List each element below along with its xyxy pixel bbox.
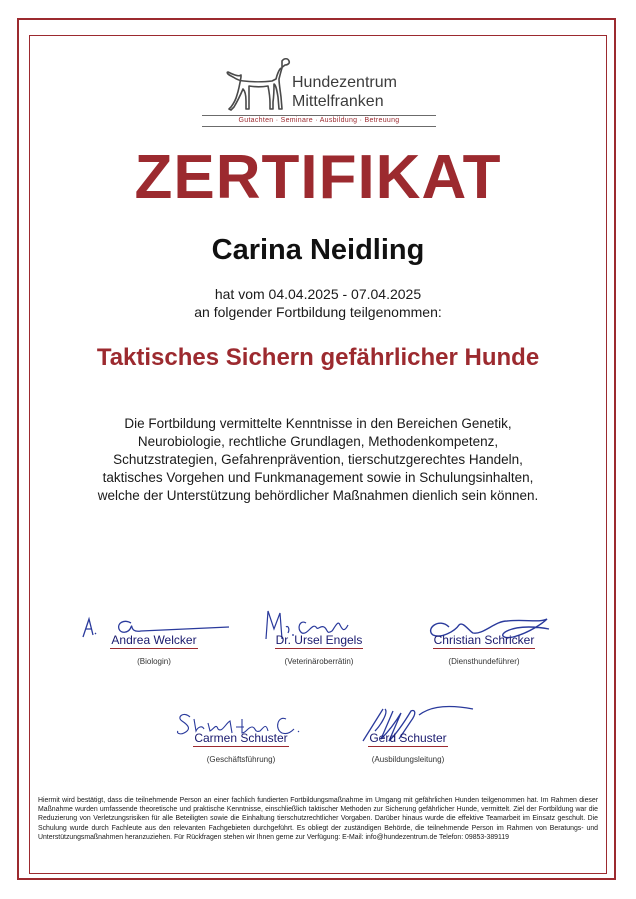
logo-divider-bottom — [202, 126, 436, 127]
certificate-title: ZERTIFIKAT — [134, 143, 502, 212]
signature-block-4 — [156, 705, 326, 769]
logo — [200, 55, 440, 130]
signatory-name: Carmen Schuster — [194, 731, 288, 745]
logo-name-line1: Hundezentrum — [292, 74, 397, 91]
signatory-name: Christian Schricker — [433, 633, 535, 647]
logo-name-line2: Mittelfranken — [292, 93, 384, 110]
signatory-name: Dr. Ursel Engels — [275, 633, 363, 647]
signature-block-5 — [323, 705, 493, 769]
logo-tagline: Gutachten · Seminare · Ausbildung · Betreuung — [238, 117, 400, 124]
dog-icon — [222, 55, 292, 113]
course-description: Die Fortbildung vermittelte Kenntnisse in den Bereichen Genetik, Neurobiologie, rechtliche Grundlagen, Methodenkompetenz, Schutzstrategien, Gefahrenprävention, tierschutzgerechtes Handeln, taktisches Vorgehen und Funkmanagement sowie in Schulungsinhalten, welche der Unterstützung behördlicher Maßnahmen dienlich sein können. — [97, 416, 539, 503]
course-title: Taktisches Sichern gefährlicher Hunde — [96, 344, 540, 371]
attendance-statement — [0, 285, 636, 321]
attendance-text: an folgender Fortbildung teilgenommen: — [194, 304, 442, 320]
recipient-name: Carina Neidling — [211, 234, 425, 266]
signatory-role: (Veterinäroberrätin) — [284, 657, 354, 666]
signatory-name: Andrea Welcker — [111, 633, 197, 647]
logo-divider — [202, 115, 436, 116]
signature-block-1 — [69, 607, 239, 671]
signatory-role: (Geschäftsführung) — [206, 755, 276, 764]
signature-block-3 — [399, 607, 569, 671]
signature-block-2 — [234, 607, 404, 671]
signatory-role: (Diensthundeführer) — [448, 657, 520, 666]
attendance-dates: hat vom 04.04.2025 - 07.04.2025 — [214, 286, 422, 302]
signatory-role: (Biologin) — [137, 657, 171, 666]
footer-disclaimer: Hiermit wird bestätigt, dass die teilnehmende Person an einer fachlich fundierten Fortbildungsmaßnahme im Umgang mit gefährlichen Hunden teilgenommen hat. Im Rahmen dieser Maßnahme wurden umfassende theoretische und praktische Kenntnisse, einschließlich taktischer Methoden zur Sicherung gefährlicher Hunde, vermittelt. Ziel der Fortbildung war die Reduzierung von Verletzungsrisiken für alle Beteiligten sowie die Einhaltung tierschutzrechtlicher Vorgaben. Darüber hinaus wurde die effektive Teamarbeit im Einsatz geschult. Die Schulung wurde durch Fachleute aus den relevanten Fachgebieten durchgeführt. Es obliegt der zuständigen Behörde, die teilnehmende Person im Rahmen von Beratungs- und Unterstützungsmaßnahmen heranzuziehen. Für Rückfragen stehen wir Ihnen gerne zur Verfügung: E-Mail: info@hundezentrum.de Telefon: 09853-389119 — [38, 797, 598, 841]
signatory-role: (Ausbildungsleitung) — [371, 755, 445, 764]
signatory-name: Gerd Schuster — [369, 731, 447, 745]
